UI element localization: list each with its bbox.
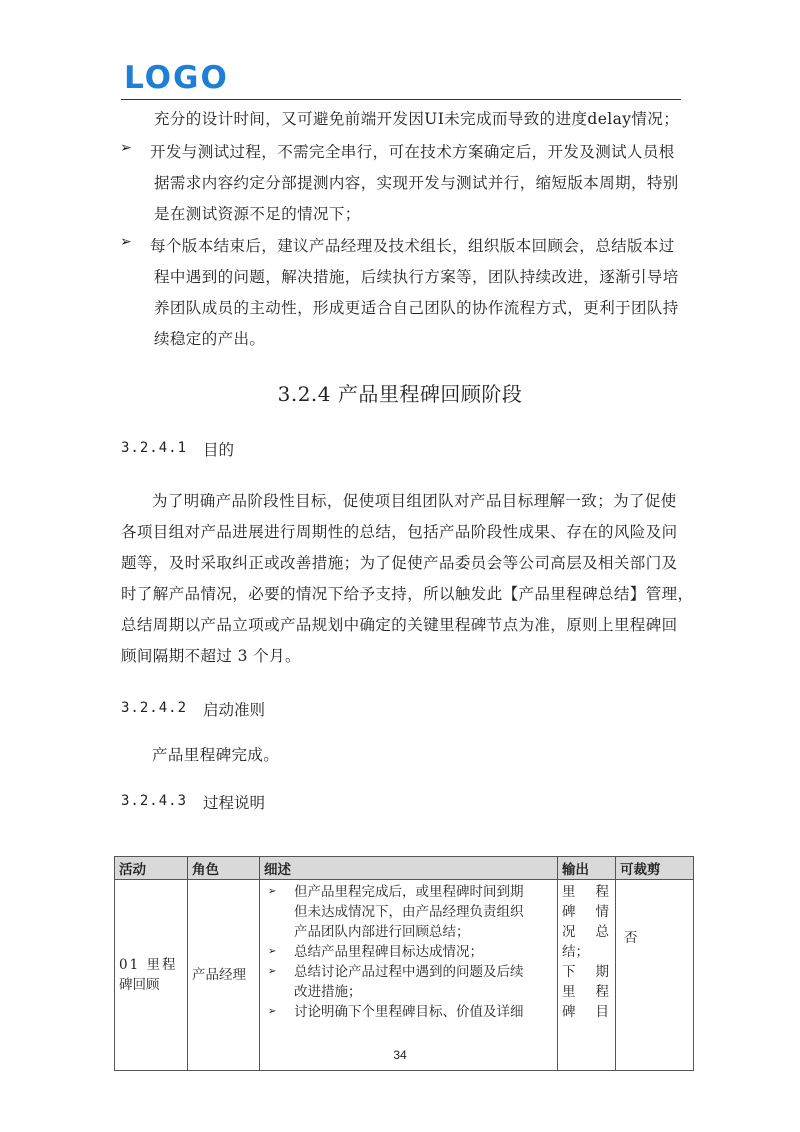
col-header-activity: 活动 <box>115 857 188 880</box>
cell-output <box>558 880 616 1071</box>
start-criteria-text: 产品里程碑完成。 <box>152 746 280 764</box>
bullet-arrow-icon: ➢ <box>268 1006 277 1017</box>
list-item <box>264 1002 553 1022</box>
continued-line: 充分的设计时间，又可避免前端开发因UI未完成而导致的进度delay情况； <box>154 110 680 128</box>
detail-list <box>264 882 553 1022</box>
table-row <box>115 880 694 1071</box>
bullet-arrow-icon: ➢ <box>120 234 132 250</box>
detail-line: 产品团队内部进行回顾总结； <box>294 924 470 940</box>
subsection-number: 3.2.4.1 <box>121 440 188 456</box>
list-item <box>264 942 553 962</box>
subsection-title: 启动准则 <box>203 701 266 719</box>
purpose-line-2: 各项目组对产品进展进行周期性的总结，包括产品阶段性成果、存在的风险及问 <box>121 523 678 541</box>
detail-line: 但未达成情况下，由产品经理负责组织 <box>294 904 524 920</box>
col-header-output: 输出 <box>558 857 616 880</box>
subsection-number: 3.2.4.2 <box>121 700 188 716</box>
output-line: 下期 <box>562 964 611 980</box>
activity-line: 碑回顾 <box>119 977 160 993</box>
detail-line: 总结产品里程碑目标达成情况； <box>294 944 483 960</box>
col-header-detail: 细述 <box>260 857 558 880</box>
output-line: 结； <box>562 944 589 960</box>
bullet-arrow-icon: ➢ <box>268 946 277 957</box>
svg-text:LOGO: LOGO <box>124 62 228 92</box>
purpose-line-4: 时了解产品情况，必要的情况下给予支持，所以触发此【产品里程碑总结】管理， <box>121 585 694 603</box>
header-rule <box>121 99 681 100</box>
subsection-title: 目的 <box>203 441 235 459</box>
bullet-1-line-2: 据需求内容约定分部提测内容，实现开发与测试并行，缩短版本周期，特别 <box>154 174 679 192</box>
subsection-title: 过程说明 <box>203 794 266 812</box>
list-item <box>264 962 553 1002</box>
bullet-arrow-icon: ➢ <box>120 140 132 156</box>
table-header-row <box>115 857 694 880</box>
col-header-tailorable: 可裁剪 <box>616 857 694 880</box>
cell-activity <box>115 880 188 1071</box>
subsection-number: 3.2.4.3 <box>121 793 188 809</box>
detail-line: 但产品里程完成后，或里程碑时间到期 <box>294 884 524 900</box>
detail-line: 讨论明确下个里程碑目标、价值及详细 <box>294 1004 524 1020</box>
bullet-1-line-3: 是在测试资源不足的情况下； <box>154 205 361 223</box>
bullet-1-line-1: 开发与测试过程，不需完全串行，可在技术方案确定后，开发及测试人员根 <box>150 143 675 161</box>
bullet-arrow-icon: ➢ <box>268 886 277 897</box>
cell-role: 产品经理 <box>188 880 260 1071</box>
output-line: 况总 <box>562 924 611 940</box>
bullet-2-line-4: 续稳定的产出。 <box>154 330 266 348</box>
process-table <box>114 856 694 1071</box>
col-header-role: 角色 <box>188 857 260 880</box>
list-item <box>264 882 553 942</box>
activity-line: 01 里程 <box>119 957 178 973</box>
output-line: 碑情 <box>562 904 611 920</box>
purpose-line-1: 为了明确产品阶段性目标，促使项目组团队对产品目标理解一致；为了促使 <box>152 492 677 510</box>
cell-tailorable: 否 <box>616 880 694 1071</box>
bullet-2-line-1: 每个版本结束后，建议产品经理及技术组长，组织版本回顾会，总结版本过 <box>150 237 675 255</box>
logo-mark <box>124 62 228 92</box>
bullet-2-line-3: 养团队成员的主动性，形成更适合自己团队的协作流程方式，更利于团队持 <box>154 299 679 317</box>
output-line: 里程 <box>562 884 611 900</box>
purpose-line-5: 总结周期以产品立项或产品规划中确定的关键里程碑节点为准，原则上里程碑回 <box>121 616 678 634</box>
output-line: 里程 <box>562 984 611 1000</box>
bullet-arrow-icon: ➢ <box>268 966 277 977</box>
cell-detail <box>260 880 558 1071</box>
detail-line: 总结讨论产品过程中遇到的问题及后续 <box>294 964 524 980</box>
page-header <box>121 60 681 100</box>
page-number: 34 <box>393 1048 407 1062</box>
purpose-line-6: 顾间隔期不超过 3 个月。 <box>121 647 301 665</box>
detail-line: 改进措施； <box>294 984 362 1000</box>
purpose-line-3: 题等，及时采取纠正或改善措施；为了促使产品委员会等公司高层及相关部门及 <box>121 554 678 572</box>
logo <box>124 62 228 96</box>
bullet-2-line-2: 程中遇到的问题，解决措施，后续执行方案等，团队持续改进，逐渐引导培 <box>154 268 679 286</box>
output-line: 碑目 <box>562 1004 611 1020</box>
section-title: 3.2.4 产品里程碑回顾阶段 <box>277 382 523 406</box>
